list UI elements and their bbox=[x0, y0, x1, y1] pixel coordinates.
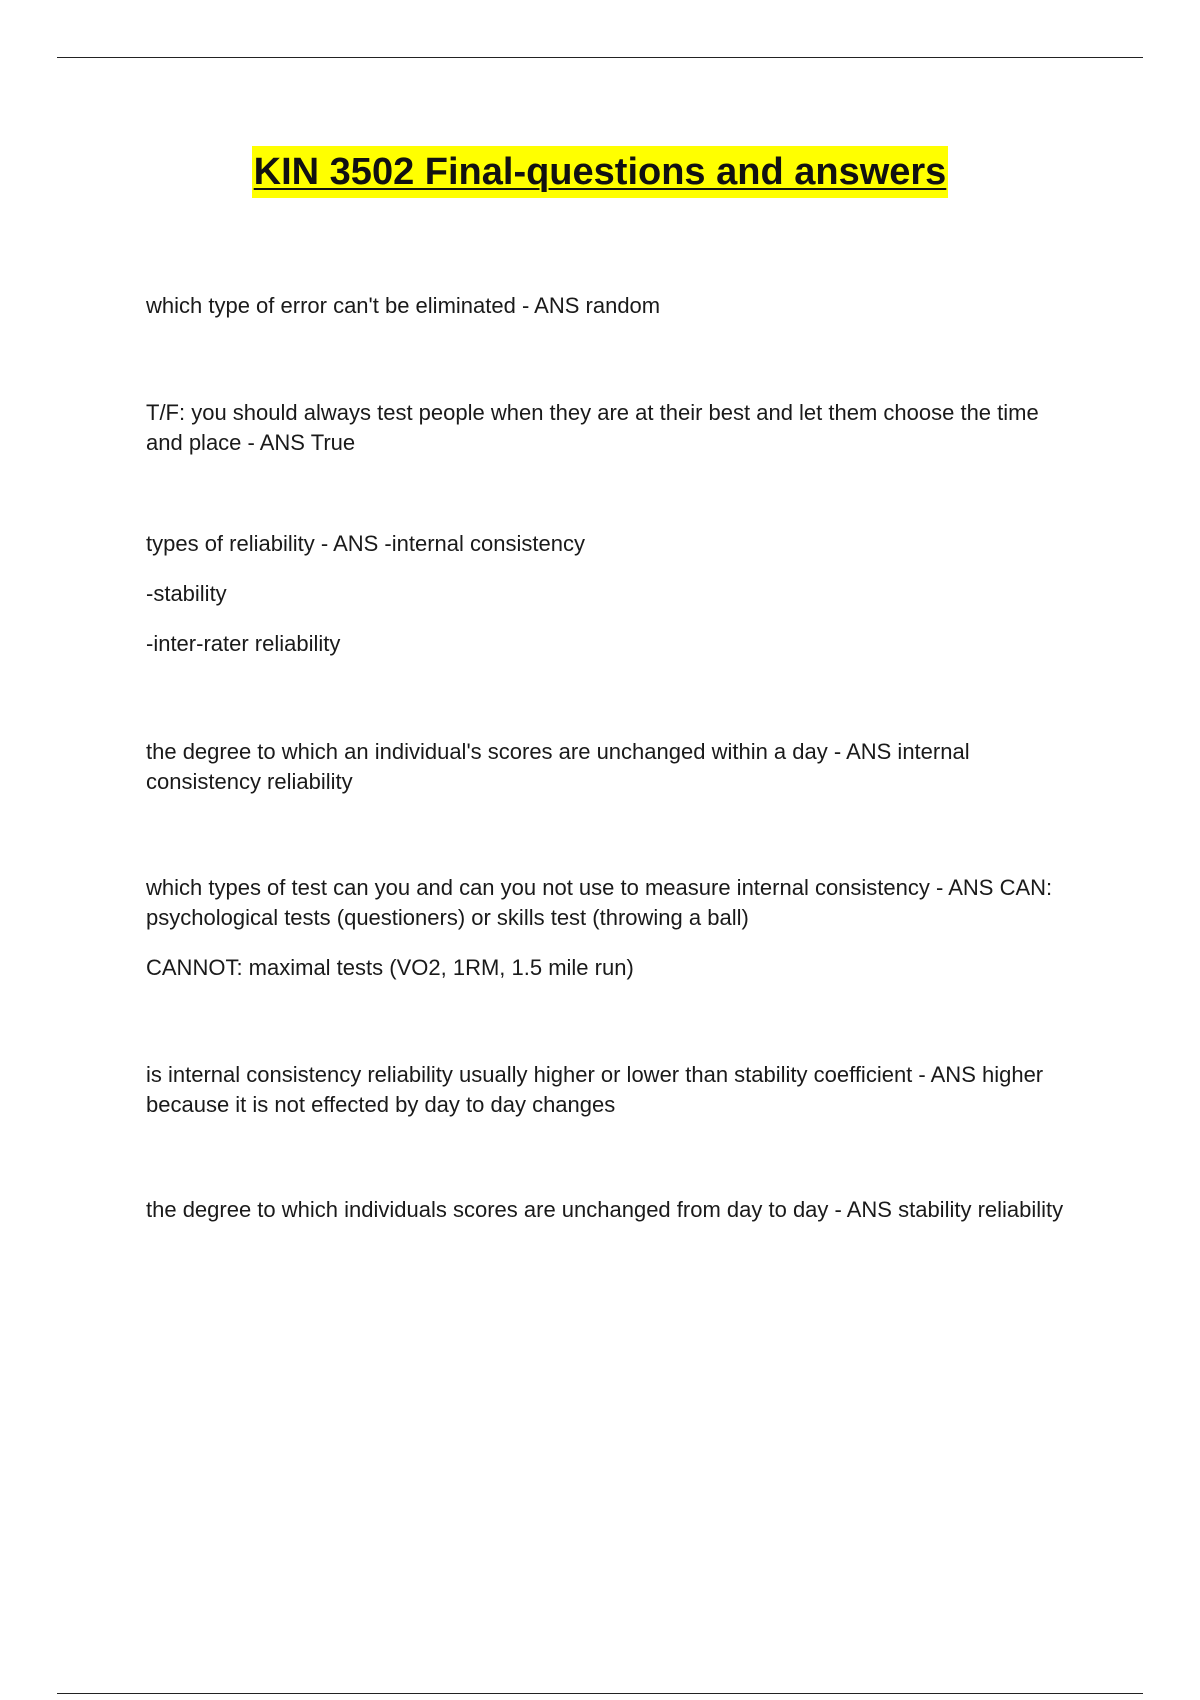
qa-item bbox=[146, 291, 1076, 321]
qa-text: the degree to which an individual's scores are unchanged within a day - ANS internal consistency reliability bbox=[146, 739, 970, 794]
qa-text: types of reliability - ANS -internal consistency bbox=[146, 531, 585, 556]
qa-text: is internal consistency reliability usually higher or lower than stability coefficient - ANS higher because it is not effected by day to day changes bbox=[146, 1062, 1044, 1117]
qa-item bbox=[146, 1060, 1076, 1120]
qa-text: T/F: you should always test people when they are at their best and let them choose the time and place - ANS True bbox=[146, 400, 1039, 455]
qa-item bbox=[146, 398, 1076, 458]
qa-item bbox=[146, 873, 1076, 983]
qa-text: which types of test can you and can you not use to measure internal consistency - ANS CAN: psychological tests (questioners) or skills test (throwing a ball) bbox=[146, 875, 1053, 930]
qa-item bbox=[146, 529, 1076, 659]
title-container bbox=[0, 146, 1200, 198]
qa-item bbox=[146, 737, 1076, 797]
qa-text: the degree to which individuals scores are unchanged from day to day - ANS stability reliability bbox=[146, 1197, 1064, 1222]
qa-text: -stability bbox=[146, 581, 227, 606]
top-rule bbox=[57, 57, 1143, 58]
qa-text: -inter-rater reliability bbox=[146, 631, 341, 656]
qa-item bbox=[146, 1195, 1076, 1225]
qa-text: which type of error can't be eliminated - ANS random bbox=[146, 293, 661, 318]
qa-text: CANNOT: maximal tests (VO2, 1RM, 1.5 mile run) bbox=[146, 955, 634, 980]
page-title: KIN 3502 Final-questions and answers bbox=[252, 146, 949, 198]
bottom-rule bbox=[57, 1693, 1143, 1694]
